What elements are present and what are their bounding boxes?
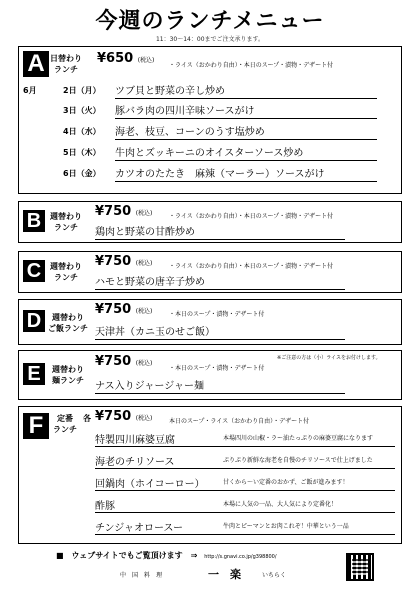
menu-f-item-name: チンジャオロースー (95, 523, 184, 534)
website-notice: ■ ウェブサイトでもご覧頂けます ⇒ http://s.gnavi.co.jp/g398800/ (56, 551, 277, 560)
menu-f-each: 各 (83, 414, 91, 423)
menu-f-item-name: 酢豚 (95, 501, 115, 512)
menu-a-dish: ツブ貝と野菜の辛し炒め (115, 82, 377, 99)
menu-a-price: ¥650 (税込) (97, 51, 155, 66)
menu-letter-b: B (23, 210, 45, 232)
menu-f-item-name: 特製四川麻婆豆腐 (95, 435, 175, 446)
menu-f-item-desc: 甘くから～い定番のおかず、ご飯が進みます！ (223, 479, 349, 486)
menu-box-c (18, 251, 402, 293)
menu-a-dish: 牛肉とズッキーニのオイスターソース炒め (115, 144, 377, 161)
shop-reading: いちらく (262, 572, 287, 579)
menu-letter-e: E (23, 363, 45, 385)
menu-a-dish: 豚バラ肉の四川辛味ソースがけ (115, 102, 377, 119)
menu-f-item-name: 海老のチリソース (95, 457, 175, 468)
menu-c-name: 週替わり ランチ (50, 262, 82, 282)
menu-c-includes: ・ライス（おかわり自由）・本日のスープ・漬物・デザート付 (169, 263, 334, 270)
menu-f-item-desc: 本場四川の山椒・ラー油たっぷりの麻婆豆腐になります (223, 435, 374, 442)
menu-box-b (18, 201, 402, 243)
menu-box-a (18, 46, 402, 194)
menu-box-d (18, 299, 402, 345)
menu-b-includes: ・ライス（おかわり自由）・本日のスープ・漬物・デザート付 (169, 213, 334, 220)
menu-f-item-desc: 牛肉とピーマンとお肉これぞ！中華という一品 (223, 523, 349, 530)
menu-a-name: 日替わり ランチ (50, 54, 82, 74)
menu-f-item (95, 429, 395, 447)
menu-f-includes: 本日のスープ・ライス（おかわり自由）・デザート付 (169, 418, 310, 425)
business-hours: 11：30～14：00までご注文承ります。 (155, 36, 265, 43)
menu-c-dish: ハモと野菜の唐辛子炒め (95, 273, 345, 290)
menu-e-price: ¥750 (税込) (95, 354, 153, 369)
menu-letter-f: F (23, 413, 49, 439)
menu-d-dish: 天津丼（カニ玉のせご飯） (95, 323, 345, 340)
menu-f-item (95, 473, 395, 491)
menu-letter-d: D (23, 310, 45, 332)
menu-e-name: 週替わり 麺ランチ (52, 365, 84, 385)
page-title: 今週のランチメニュー (95, 9, 325, 34)
menu-f-item-name: 回鍋肉（ホイコーロー） (95, 479, 205, 490)
menu-e-note: ※ご注意の方は（小）ライスをお付けします。 (277, 355, 381, 361)
menu-d-includes: ・本日のスープ・漬物・デザート付 (169, 311, 265, 318)
menu-letter-c: C (23, 260, 45, 282)
menu-f-item (95, 451, 395, 469)
menu-a-day: 5日（木） (63, 148, 101, 157)
menu-f-item-desc: ぷりぷり新鮮な海老を自慢のチリソースで仕上げました (223, 457, 373, 464)
menu-b-dish: 鶏肉と野菜の甘酢炒め (95, 223, 345, 240)
menu-letter-a: A (23, 51, 49, 77)
menu-box-f (18, 406, 402, 544)
menu-e-includes: ・本日のスープ・漬物・デザート付 (169, 365, 265, 372)
menu-f-price: ¥750 (税込) (95, 409, 153, 424)
menu-f-name: 定番 ランチ (53, 414, 77, 434)
website-url[interactable]: http://s.gnavi.co.jp/g398800/ (204, 554, 277, 560)
menu-e-dish: ナス入りジャージャー麺 (95, 377, 345, 394)
menu-b-price: ¥750 (税込) (95, 204, 153, 219)
menu-f-item-desc: 本場に人気の一品、大人気により定番化！ (223, 501, 338, 508)
menu-c-price: ¥750 (税込) (95, 254, 153, 269)
shop-name: 一 楽 (208, 568, 241, 581)
menu-box-e (18, 350, 402, 400)
shop-type: 中 国 料 理 (120, 572, 163, 579)
menu-b-name: 週替わり ランチ (50, 212, 82, 232)
menu-a-dish: 海老、枝豆、コーンのうす塩炒め (115, 123, 377, 140)
menu-a-month: 6月 (23, 86, 37, 95)
menu-d-price: ¥750 (税込) (95, 302, 153, 317)
menu-a-includes: ・ライス（おかわり自由）・本日のスープ・漬物・デザート付 (169, 62, 334, 69)
menu-f-item (95, 495, 395, 513)
menu-a-day: 4日（水） (63, 127, 101, 136)
menu-a-day: 6日（金） (63, 169, 101, 178)
menu-d-name: 週替わり ご飯ランチ (48, 313, 88, 333)
menu-a-day: 2日（月） (63, 86, 101, 95)
menu-f-item (95, 517, 395, 535)
menu-a-day: 3日（火） (63, 106, 101, 115)
qr-code[interactable] (346, 553, 374, 581)
menu-a-dish: カツオのたたき 麻辣（マーラー）ソースがけ (115, 165, 377, 182)
